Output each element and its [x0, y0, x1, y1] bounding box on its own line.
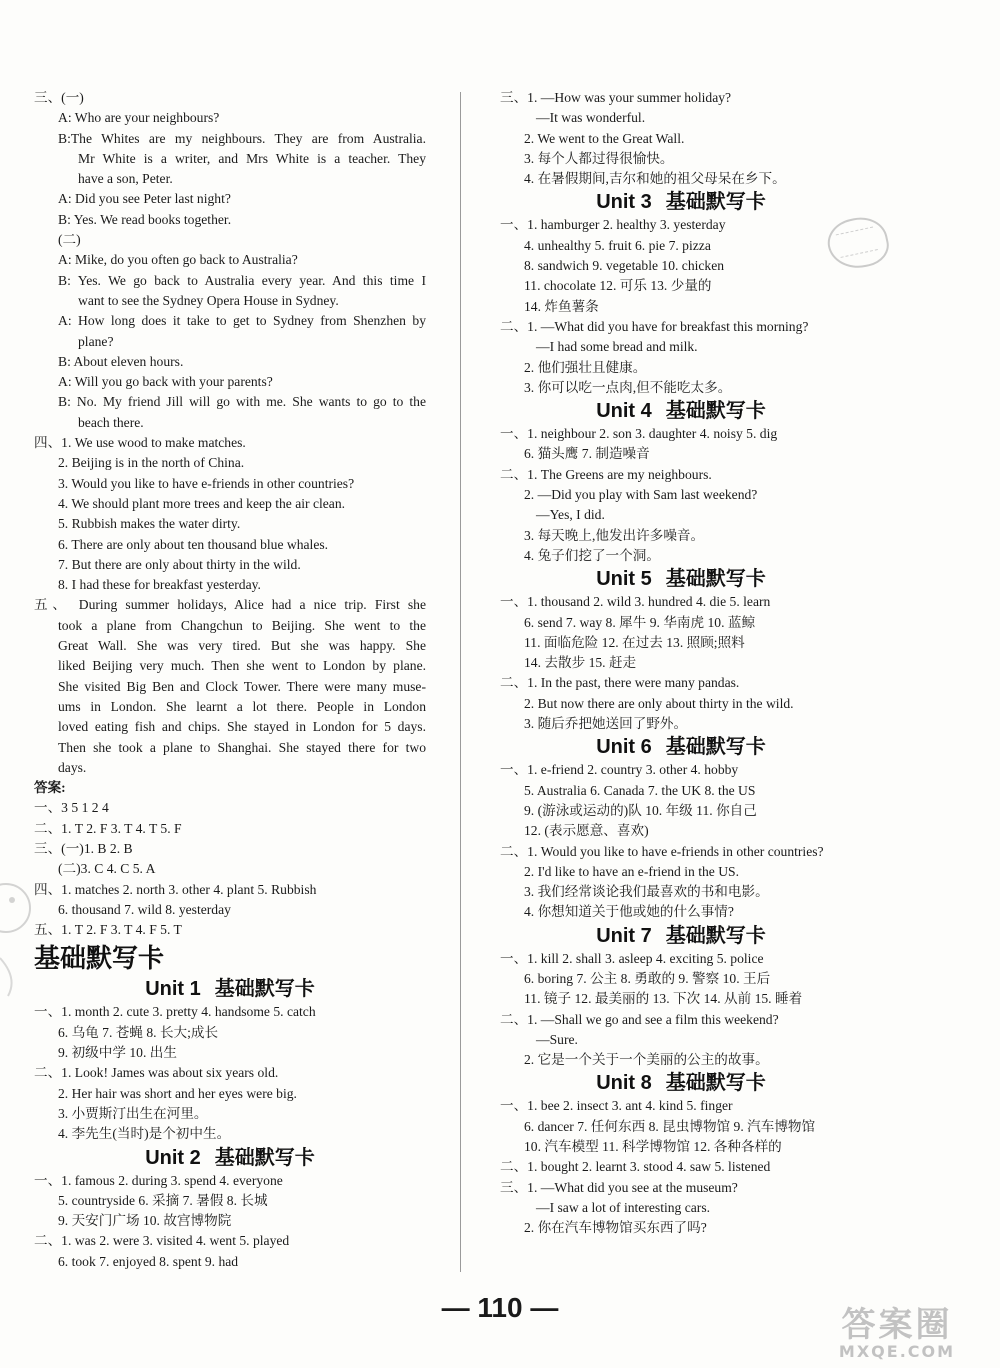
text-line: 14. 去散步 15. 赶走	[524, 655, 637, 671]
text-line: 3. 我们经常谈论我们最喜欢的书和电影。	[524, 884, 769, 900]
text-line: 2. 它是一个关于一个美丽的公主的故事。	[524, 1052, 769, 1068]
text-line: A: Will you go back with your parents?	[58, 374, 273, 390]
unit-number: Unit 3	[596, 191, 652, 214]
text-line: 2. 你在汽车博物馆买东西了吗?	[524, 1220, 707, 1236]
text-line: loved eating fish and chips. She stayed in London for 5 days.	[58, 719, 426, 735]
watermark-text: 答案圈	[841, 1305, 953, 1345]
text-line: 四、1. We use wood to make matches.	[34, 435, 246, 451]
text-line: 6. boring 7. 公主 8. 勇敢的 9. 警察 10. 王后	[524, 970, 771, 986]
text-line: beach there.	[78, 414, 144, 430]
text-line: plane?	[78, 333, 114, 349]
text-line: 二、1. Would you like to have e-friends in other countries?	[500, 843, 824, 859]
text-line: 8. sandwich 9. vegetable 10. chicken	[524, 258, 725, 274]
text-line: 一、1. famous 2. during 3. spend 4. everyone	[34, 1172, 283, 1188]
text-line: 3. 小贾斯汀出生在河里。	[58, 1105, 208, 1121]
text-line: A: Mike, do you often go back to Australia?	[58, 252, 298, 268]
text-line: A: Who are your neighbours?	[58, 110, 220, 126]
column-divider	[460, 92, 461, 1272]
text-line: 二、1. Look! James was about six years old.	[34, 1065, 279, 1081]
watermark-url: MXQE.COM	[838, 1342, 956, 1361]
unit-number: Unit 8	[596, 1072, 652, 1095]
text-line: (二)3. C 4. C 5. A	[58, 861, 156, 877]
text-line: 2. But now there are only about thirty in the wild.	[524, 695, 794, 711]
text-line: 五、1. T 2. F 3. T 4. F 5. T	[34, 922, 182, 938]
unit-heading	[34, 1145, 426, 1171]
text-line: 14. 炸鱼薯条	[524, 298, 599, 314]
text-line: 二、1. T 2. F 3. T 4. T 5. F	[34, 820, 182, 836]
text-line: 8. I had these for breakfast yesterday.	[58, 577, 261, 593]
section-heading: 基础默写卡	[34, 944, 165, 975]
unit-number: Unit 7	[596, 924, 652, 947]
text-line: 二、1. bought 2. learnt 3. stood 4. saw 5. listened	[500, 1159, 771, 1175]
text-line: 2. We went to the Great Wall.	[524, 130, 685, 146]
text-line: 二、1. —Shall we go and see a film this weekend?	[500, 1011, 779, 1027]
unit-title: 基础默写卡	[214, 1146, 315, 1169]
text-line: Then she took a plane to Shanghai. She stayed there for two	[58, 739, 426, 755]
watermark-logo	[806, 1306, 988, 1362]
text-line: 3. 每个人都过得很愉快。	[524, 150, 674, 166]
text-line: days.	[58, 759, 87, 775]
text-line: 5. Australia 6. Canada 7. the UK 8. the US	[524, 782, 756, 798]
text-line: 9. 初级中学 10. 出生	[58, 1045, 177, 1061]
page-number: — 110 —	[441, 1292, 559, 1323]
unit-title: 基础默写卡	[665, 924, 766, 947]
text-line: 3. Would you like to have e-friends in other countries?	[58, 475, 355, 491]
text-line: 二、1. was 2. were 3. visited 4. went 5. played	[34, 1233, 290, 1249]
unit-heading	[500, 398, 862, 424]
unit-heading	[500, 1070, 862, 1096]
text-line: 三、(一)1. B 2. B	[34, 840, 133, 856]
text-line: A: Did you see Peter last night?	[58, 191, 231, 207]
text-line: 6. send 7. way 8. 犀牛 9. 华南虎 10. 蓝鲸	[524, 614, 756, 630]
unit-number: Unit 6	[596, 736, 652, 759]
text-line: (二)	[58, 232, 81, 248]
left-column	[34, 88, 426, 1272]
text-line: 4. 兔子们挖了一个洞。	[524, 547, 660, 563]
text-line: 6. There are only about ten thousand blue whales.	[58, 536, 329, 552]
unit-heading	[500, 923, 862, 949]
continued-answers	[500, 88, 862, 189]
unit-title: 基础默写卡	[665, 1072, 766, 1095]
text-line: —Sure.	[536, 1031, 578, 1047]
text-line: 6. 猫头鹰 7. 制造噪音	[524, 446, 650, 462]
text-line: 5. countryside 6. 采摘 7. 暑假 8. 长城	[58, 1192, 268, 1208]
text-line: 一、1. bee 2. insect 3. ant 4. kind 5. finger	[500, 1098, 733, 1114]
text-line: 一、1. hamburger 2. healthy 3. yesterday	[500, 217, 726, 233]
text-line: 一、1. kill 2. shall 3. asleep 4. exciting 5. police	[500, 950, 764, 966]
text-line: 一、1. thousand 2. wild 3. hundred 4. die 5. learn	[500, 594, 771, 610]
unit-number: Unit 1	[145, 978, 201, 1001]
text-line: 二、1. The Greens are my neighbours.	[500, 466, 712, 482]
text-line: A: How long does it take to get to Sydney from Shenzhen by	[58, 313, 426, 329]
text-line: 11. 镜子 12. 最美丽的 13. 下次 14. 从前 15. 睡着	[524, 991, 803, 1007]
exercise-text	[34, 88, 426, 940]
unit-title: 基础默写卡	[665, 400, 766, 423]
mascot-icon	[0, 848, 34, 998]
text-line: 一、1. e-friend 2. country 3. other 4. hobby	[500, 762, 739, 778]
text-line: 6. 乌龟 7. 苍蝇 8. 长大;成长	[58, 1024, 219, 1040]
text-line: B: Yes. We go back to Australia every year. And this time I	[58, 272, 426, 288]
text-line: Great Wall. She was very tired. But she was happy. She	[58, 638, 426, 654]
left-unit-cards	[34, 976, 426, 1272]
unit-heading	[500, 189, 862, 215]
text-line: 一、1. neighbour 2. son 3. daughter 4. noisy 5. dig	[500, 426, 778, 442]
text-line: 一、1. month 2. cute 3. pretty 4. handsome 5. catch	[34, 1004, 316, 1020]
text-line: 三、1. —How was your summer holiday?	[500, 90, 732, 105]
unit-title: 基础默写卡	[665, 191, 766, 214]
text-line: 11. chocolate 12. 可乐 13. 少量的	[524, 278, 712, 294]
text-line: 2. —Did you play with Sam last weekend?	[524, 487, 758, 503]
text-line: 2. I'd like to have an e-friend in the US.	[524, 863, 739, 879]
text-line: B:The Whites are my neighbours. They are from Australia.	[58, 130, 426, 146]
text-line: 9. (游泳或运动的)队 10. 年级 11. 你自己	[524, 802, 757, 818]
text-line: —Yes, I did.	[536, 507, 605, 523]
text-line: 4. 在暑假期间,吉尔和她的祖父母呆在乡下。	[524, 171, 786, 187]
text-line: 三、(一)	[34, 90, 84, 105]
text-line: 2. 他们强壮且健康。	[524, 359, 647, 375]
right-unit-cards	[500, 189, 862, 1238]
text-line: 3. 每天晚上,他发出许多噪音。	[524, 527, 705, 543]
unit-number: Unit 5	[596, 568, 652, 591]
text-line: 三、1. —What did you see at the museum?	[500, 1179, 738, 1195]
text-line: 五、 During summer holidays, Alice had a nice trip. First she	[34, 597, 426, 613]
unit-title: 基础默写卡	[214, 978, 315, 1001]
unit-title: 基础默写卡	[665, 736, 766, 759]
right-column	[500, 88, 862, 1239]
text-line: have a son, Peter.	[78, 171, 173, 187]
text-line: 答案:	[34, 780, 66, 796]
text-line: 二、1. In the past, there were many pandas.	[500, 675, 740, 691]
text-line: 12. (表示愿意、喜欢)	[524, 823, 649, 839]
unit-heading	[34, 976, 426, 1002]
text-line: Mr White is a writer, and Mrs White is a teacher. They	[78, 150, 426, 166]
text-line: B: About eleven hours.	[58, 353, 184, 369]
text-line: 四、1. matches 2. north 3. other 4. plant 5. Rubbish	[34, 881, 317, 897]
text-line: 6. dancer 7. 任何东西 8. 昆虫博物馆 9. 汽车博物馆	[524, 1118, 816, 1134]
text-line: 10. 汽车模型 11. 科学博物馆 12. 各种各样的	[524, 1139, 782, 1155]
text-line: 4. unhealthy 5. fruit 6. pie 7. pizza	[524, 237, 711, 253]
text-line: 2. Her hair was short and her eyes were big.	[58, 1085, 297, 1101]
unit-number: Unit 4	[596, 400, 652, 423]
text-line: 2. Beijing is in the north of China.	[58, 455, 245, 471]
text-line: 二、1. —What did you have for breakfast this morning?	[500, 318, 809, 334]
unit-heading	[500, 734, 862, 760]
text-line: 4. 李先生(当时)是个初中生。	[58, 1126, 231, 1142]
text-line: She visited Big Ben and Clock Tower. There were many muse-	[58, 678, 426, 694]
text-line: —It was wonderful.	[536, 110, 646, 126]
text-line: liked Beijing very much. Then she went to London by plane.	[58, 658, 426, 674]
text-line: 9. 天安门广场 10. 故宫博物院	[58, 1213, 232, 1229]
text-line: 一、3 5 1 2 4	[34, 800, 109, 816]
text-line: want to see the Sydney Opera House in Sydney.	[78, 292, 339, 308]
text-line: took a plane from Changchun to Beijing. She went to the	[58, 617, 426, 633]
text-line: —I saw a lot of interesting cars.	[536, 1199, 711, 1215]
text-line: ums in London. She learnt a lot there. People in London	[58, 698, 426, 714]
text-line: 3. 随后乔把她送回了野外。	[524, 716, 688, 732]
text-line: —I had some bread and milk.	[536, 339, 698, 355]
text-line: 3. 你可以吃一点肉,但不能吃太多。	[524, 379, 732, 395]
text-line: 7. But there are only about thirty in the wild.	[58, 556, 301, 572]
unit-heading	[500, 566, 862, 592]
text-line: 5. Rubbish makes the water dirty.	[58, 516, 241, 532]
text-line: 4. We should plant more trees and keep the air clean.	[58, 495, 346, 511]
unit-number: Unit 2	[145, 1146, 201, 1169]
text-line: B: Yes. We read books together.	[58, 211, 232, 227]
text-line: B: No. My friend Jill will go with me. She wants to go to the	[58, 394, 426, 410]
text-line: 6. thousand 7. wild 8. yesterday	[58, 901, 231, 917]
text-line: 4. 你想知道关于他或她的什么事情?	[524, 904, 734, 920]
text-line: 6. took 7. enjoyed 8. spent 9. had	[58, 1253, 239, 1269]
unit-title: 基础默写卡	[665, 568, 766, 591]
text-line: 11. 面临危险 12. 在过去 13. 照顾;照料	[524, 634, 745, 650]
